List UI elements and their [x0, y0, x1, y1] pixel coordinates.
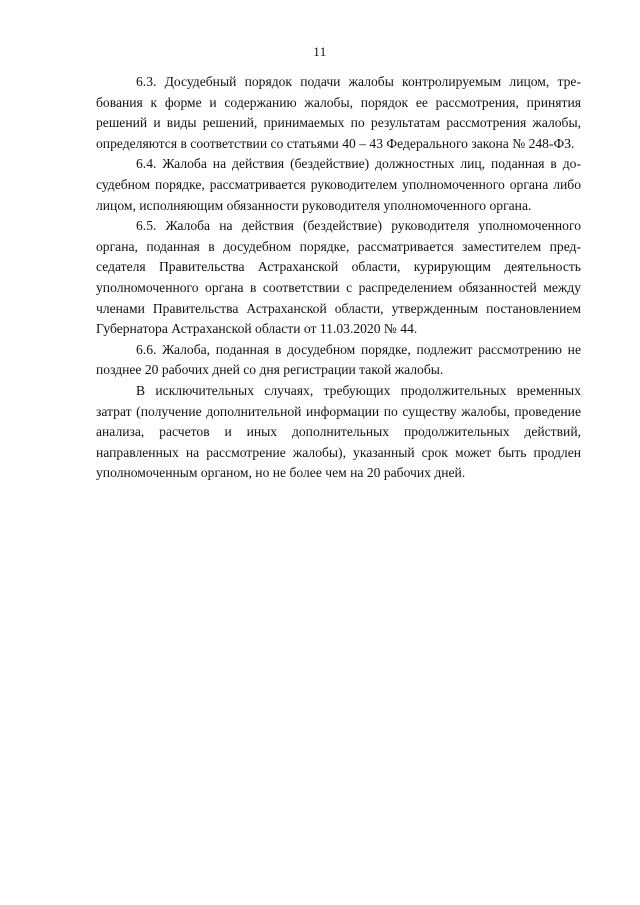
paragraph-exceptional-cases: В исключительных случаях, требующих продолжительных временных затрат (получение дополнительной информации по существу жалобы, проведение анализа, расчетов и иных дополнительных продолжительных действий, направленных на рассмотрение жалобы), указанный срок может быть продлен уполномоченным органом, но не более чем на 20 рабочих дней.	[96, 382, 581, 481]
paragraph-6-3: 6.3. Досудебный порядок подачи жалобы контролируемым лицом, требования к форме и содержанию жалобы, порядок ее рассмотрения, принятия решений и виды решений, принимаемых по результатам рассмотрения жалобы, определяются в соответствии со статьями 40 – 43 Федерального закона № 248-ФЗ.	[96, 74, 581, 151]
paragraph-6-6: 6.6. Жалоба, поданная в досудебном порядке, подлежит рассмотрению не позднее 20 рабочих дней со дня регистрации такой жалобы.	[96, 341, 581, 378]
document-body	[96, 72, 581, 484]
paragraph-6-4: 6.4. Жалоба на действия (бездействие) должностных лиц, поданная в досудебном порядке, рассматривается руководителем уполномоченного органа либо лицом, исполняющим обязанности руководителя уполномоченного органа.	[96, 156, 581, 213]
page-number: 11	[313, 44, 327, 59]
paragraph-6-5: 6.5. Жалоба на действия (бездействие) руководителя уполномоченного органа, поданная в досудебном порядке, рассматривается заместителем председателя Правительства Астраханской области, курирующим деятельность уполномоченного органа в соответствии с распределением обязанностей между членами Правительства Астраханской области, утвержденным постановлением Губернатора Астраханской области от 11.03.2020 № 44.	[96, 218, 581, 337]
